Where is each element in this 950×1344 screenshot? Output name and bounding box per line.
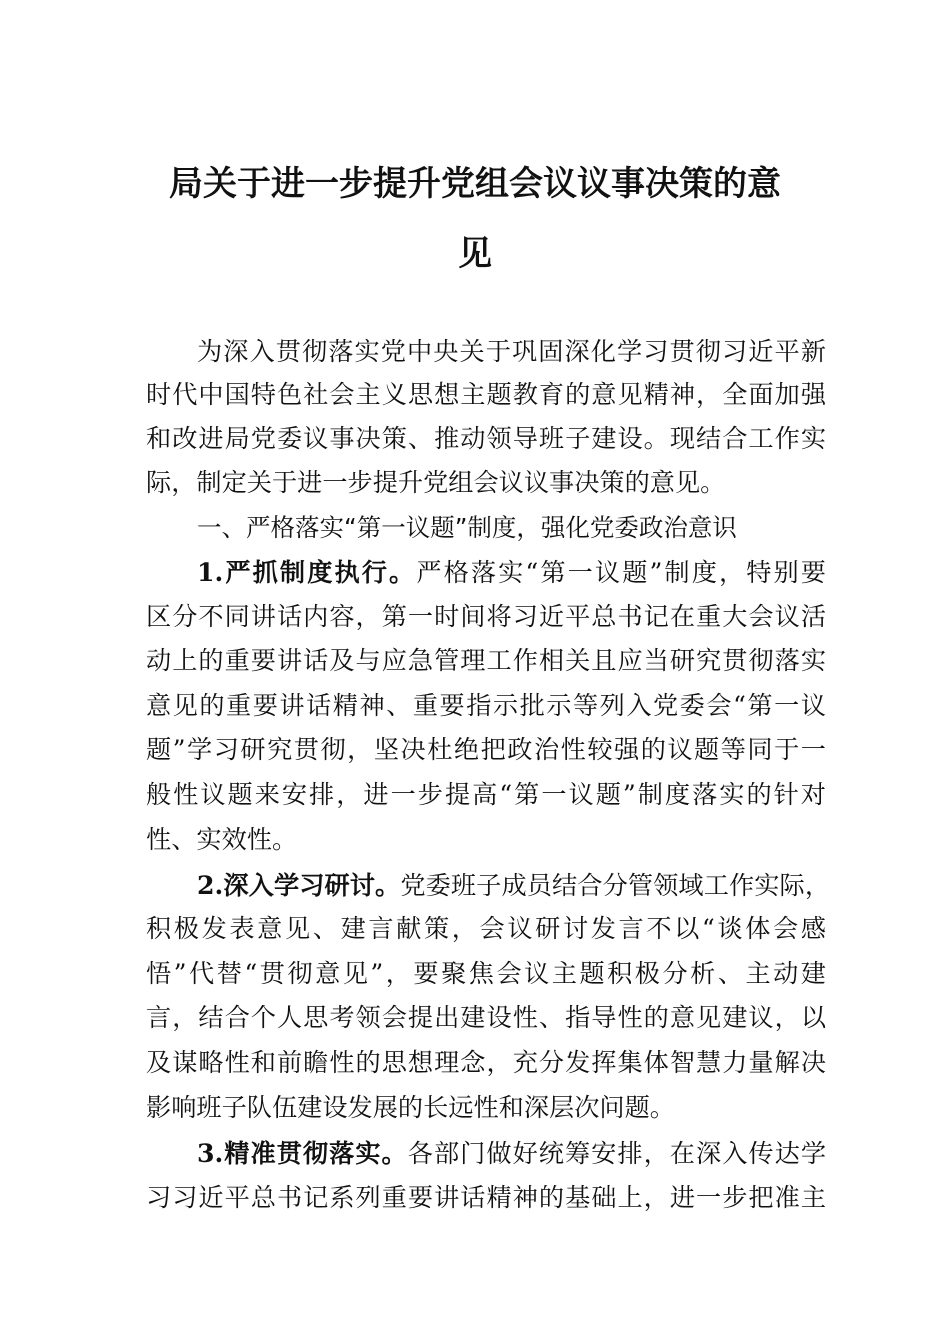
item-1-heading: 1.严抓制度执行。 (197, 557, 417, 587)
item-2-line: 及谋略性和前瞻性的思想理念，充分发挥集体智慧力量解决 (146, 1048, 826, 1077)
item-2-first-line (197, 870, 830, 901)
item-1-line: 意见的重要讲话精神、重要指示批示等列入党委会“第一议 (146, 691, 826, 720)
item-1-line: 般性议题来安排，进一步提高“第一议题”制度落实的针对 (146, 780, 826, 809)
intro-line: 际，制定关于进一步提升党组会议议事决策的意见。 (146, 468, 726, 497)
item-3-first-line (197, 1138, 826, 1169)
item-1-line: 性、实效性。 (146, 825, 298, 854)
document-title-line-2: 见 (458, 234, 492, 274)
item-3-first-text: 各部门做好统筹安排，在深入传达学 (407, 1139, 827, 1168)
item-2-first-text: 党委班子成员结合分管领域工作实际， (400, 871, 830, 900)
intro-line: 时代中国特色社会主义思想主题教育的意见精神，全面加强 (146, 380, 826, 409)
item-2-line: 积极发表意见、建言献策，会议研讨发言不以“谈体会感 (146, 914, 826, 943)
item-3-heading: 3.精准贯彻落实。 (197, 1138, 408, 1168)
item-3-line: 习习近平总书记系列重要讲话精神的基础上，进一步把准主 (146, 1183, 826, 1212)
item-1-line: 区分不同讲话内容，第一时间将习近平总书记在重大会议活 (146, 602, 826, 631)
item-1-line: 题”学习研究贯彻，坚决杜绝把政治性较强的议题等同于一 (146, 735, 826, 764)
item-1-first-text: 严格落实“第一议题”制度，特别要 (416, 558, 826, 587)
item-2-line: 悟”代替“贯彻意见”，要聚焦会议主题积极分析、主动建 (146, 959, 826, 988)
item-2-line: 言，结合个人思考领会提出建设性、指导性的意见建议，以 (146, 1003, 826, 1032)
section-1-heading: 一、严格落实“第一议题”制度，强化党委政治意识 (197, 513, 737, 542)
item-2-line: 影响班子队伍建设发展的长远性和深层次问题。 (146, 1093, 675, 1122)
document-title-line-1: 局关于进一步提升党组会议议事决策的意 (169, 164, 781, 204)
intro-line: 为深入贯彻落实党中央关于巩固深化学习贯彻习近平新 (197, 337, 826, 366)
item-1-first-line (197, 557, 826, 588)
item-2-heading: 2.深入学习研讨。 (197, 870, 401, 900)
intro-line: 和改进局党委议事决策、推动领导班子建设。现结合工作实 (146, 424, 826, 453)
item-1-line: 动上的重要讲话及与应急管理工作相关且应当研究贯彻落实 (146, 646, 826, 675)
